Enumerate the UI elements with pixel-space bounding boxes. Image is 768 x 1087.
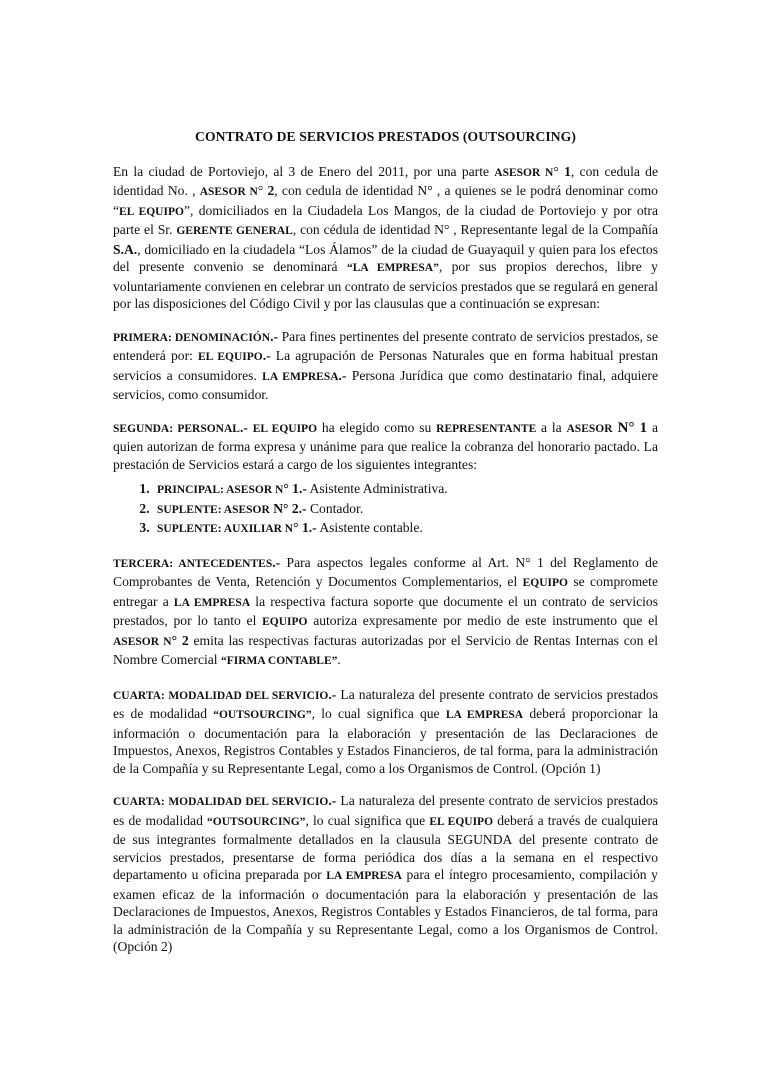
clause-dash: .- — [239, 419, 248, 435]
firma-contable-term: “FIRMA CONTABLE” — [220, 655, 338, 667]
clause-text: a quien autorizan de forma expresa y unánime para que realice la cobranza del honorario pactado. La prestación de Servicios estará a cargo de los siguientes integrantes: — [113, 419, 658, 472]
equipo-term: EQUIPO — [262, 616, 308, 628]
clause-dash: .- — [270, 328, 278, 344]
outsourcing-term: “OUTSOURCING” — [213, 709, 312, 721]
integrantes-list — [113, 480, 658, 539]
clause-heading: PRIMERA: DENOMINACIÓN — [113, 331, 271, 344]
asesor-1-number: 1 — [564, 163, 571, 179]
item-number: ° 1.- — [293, 520, 317, 535]
clause-text: autoriza expresamente por medio de este instrumento que el — [307, 613, 659, 628]
clause-dash: .- — [328, 686, 337, 702]
list-item — [153, 480, 658, 500]
clause-text: La agrupación de Personas Naturales que en forma habitual prestan servicios a consumidores. — [113, 348, 658, 383]
asesor-number: ° 2 — [171, 632, 189, 648]
item-description: Asistente Administrativa. — [306, 481, 448, 496]
asesor-term: ASESOR N — [113, 635, 172, 648]
clause-text: , lo cual significa que — [311, 706, 446, 721]
item-number: ° 1.- — [283, 481, 307, 496]
intro-text: ”, domiciliados en la Ciudadela Los Mangos, de la ciudad de Portoviejo y por otra parte el Sr. — [113, 202, 658, 237]
clause-text: Para fines pertinentes del presente contrato de servicios prestados, se entenderá por: — [113, 328, 658, 363]
asesor-2-number: 2 — [267, 183, 275, 198]
intro-text: , por sus propios derechos, libre y voluntariamente convienen en celebrar un contrato de servicios prestados que se regulará en general por las disposiciones del Código Civil y por las clausulas que a continuación se expresan: — [113, 259, 658, 311]
la-empresa-term: LA EMPRESA — [262, 370, 339, 383]
intro-text: , con cedula de identidad N° , a quienes se le podrá denominar como “ — [113, 183, 658, 218]
item-description: Asistente contable. — [316, 520, 423, 535]
clause-segunda — [113, 419, 658, 474]
clause-text: la respectiva factura soporte que documente el un contrato de servicios prestados, por lo tanto el — [113, 593, 658, 628]
contract-title: CONTRATO DE SERVICIOS PRESTADOS (OUTSOURCING) — [195, 129, 576, 144]
el-equipo-term: EL EQUIPO — [198, 351, 263, 363]
sa-term: S.A. — [113, 241, 138, 257]
la-empresa-term: LA EMPRESA — [445, 709, 524, 721]
representante-term: REPRESENTANTE — [436, 422, 537, 435]
intro-text: , con cedula de identidad No. , — [113, 163, 659, 198]
intro-text: , con cédula de identidad N° , Representante legal de la Compañía — [292, 222, 658, 237]
el-equipo-term: EL EQUIPO — [119, 205, 184, 218]
clause-text: a la — [536, 419, 567, 435]
clause-text: deberá proporcionar la información o documentación para la elaboración y presentación de las Declaraciones de Impuestos, Anexos, Registros Contables y Estados Financieros, de tal forma, para la administración de la Compañía y su Representante Legal, como a los Organismos de Control. (Opción 1) — [113, 706, 659, 776]
asesor-term: ASESOR — [566, 422, 613, 435]
outsourcing-term: “OUTSOURCING” — [207, 815, 306, 828]
list-item — [153, 500, 658, 520]
clause-cuarta-opcion-2 — [113, 792, 658, 956]
clause-text: La naturaleza del presente contrato de servicios prestados es de modalidad — [113, 793, 658, 828]
clause-dash: .- — [272, 554, 281, 570]
el-equipo-term: EL EQUIPO — [252, 422, 318, 435]
clause-text: para el íntegro procesamiento, compilación y examen eficaz de la información o documentación para la elaboración y presentación de las Declaraciones de Impuestos, Anexos, Registros Contables y Estados Financieros, de tal forma, para la administración de la Compañía y su Representante Legal, como a los Organismos de Control. (Opción 2) — [113, 867, 658, 954]
clause-text: ha elegido como su — [317, 419, 437, 435]
gerente-general-term: GERENTE GENERAL — [176, 225, 293, 237]
clause-heading: TERCERA: ANTECEDENTES — [113, 557, 273, 570]
el-equipo-term: EL EQUIPO — [429, 815, 494, 828]
equipo-term: EQUIPO — [522, 577, 568, 589]
clause-text: Persona Jurídica que como destinatario final, adquiere servicios, como consumidor. — [113, 367, 658, 402]
clause-text: . — [337, 652, 341, 667]
asesor-2-label: ASESOR N — [199, 186, 258, 198]
la-empresa-term: LA EMPRESA — [173, 596, 251, 609]
la-empresa-term: LA EMPRESA — [326, 870, 402, 882]
clause-text: se compromete entregar a — [113, 574, 658, 609]
clause-dash: .- — [338, 367, 347, 383]
clause-heading: CUARTA: MODALIDAD DEL SERVICIO — [113, 689, 329, 702]
intro-text: , domiciliado en la ciudadela “Los Álamos” de la ciudad de Guayaquil y quien para los efectos del presente convenio se denominará — [113, 241, 658, 274]
clause-primera — [113, 328, 658, 404]
clause-text: Para aspectos legales conforme al Art. N° 1 del Reglamento de Comprobantes de Venta, Retención y Documentos Complementarios, el — [113, 554, 658, 589]
clause-cuarta-opcion-1 — [113, 686, 658, 778]
clause-text: , lo cual significa que — [305, 812, 430, 828]
asesor-number: N° 1 — [612, 419, 648, 436]
asesor-1-label: ASESOR N — [494, 166, 554, 179]
item-number: N° 2.- — [269, 500, 307, 516]
clause-heading: CUARTA: MODALIDAD DEL SERVICIO — [113, 796, 329, 808]
intro-text: En la ciudad de Portoviejo, al 3 de Enero del 2011, por una parte — [113, 163, 495, 179]
clause-text: La naturaleza del presente contrato de servicios prestados es de modalidad — [113, 686, 658, 721]
list-item — [153, 519, 658, 539]
clause-text: del presente contrato de servicios prestados, presentarse de forma periódica dos días a la semana en el respectivo departamento u oficina preparada por — [113, 832, 659, 882]
clause-text: deberá a través de cualquiera de sus integrantes formalmente detallados en la clausula — [113, 812, 658, 847]
item-role: SUPLENTE: ASESOR — [157, 503, 270, 516]
clause-text: emita las respectivas facturas autorizadas por el Servicio de Rentas Internas con el Nombre Comercial — [113, 632, 658, 667]
item-role: PRINCIPAL: ASESOR N — [157, 484, 284, 496]
item-description: Contador. — [306, 500, 364, 516]
intro-text: ° — [257, 183, 268, 198]
clause-dash: .- — [328, 793, 337, 808]
item-role: SUPLENTE: AUXILIAR N — [157, 523, 294, 535]
la-empresa-term: “LA EMPRESA” — [346, 262, 439, 274]
clause-tercera — [113, 554, 658, 671]
clause-heading: SEGUNDA: PERSONAL — [113, 422, 240, 435]
intro-text: ° — [553, 163, 565, 179]
clause-dash: .- — [262, 348, 271, 363]
segunda-reference: SEGUNDA — [447, 832, 513, 847]
intro-paragraph — [113, 163, 658, 313]
